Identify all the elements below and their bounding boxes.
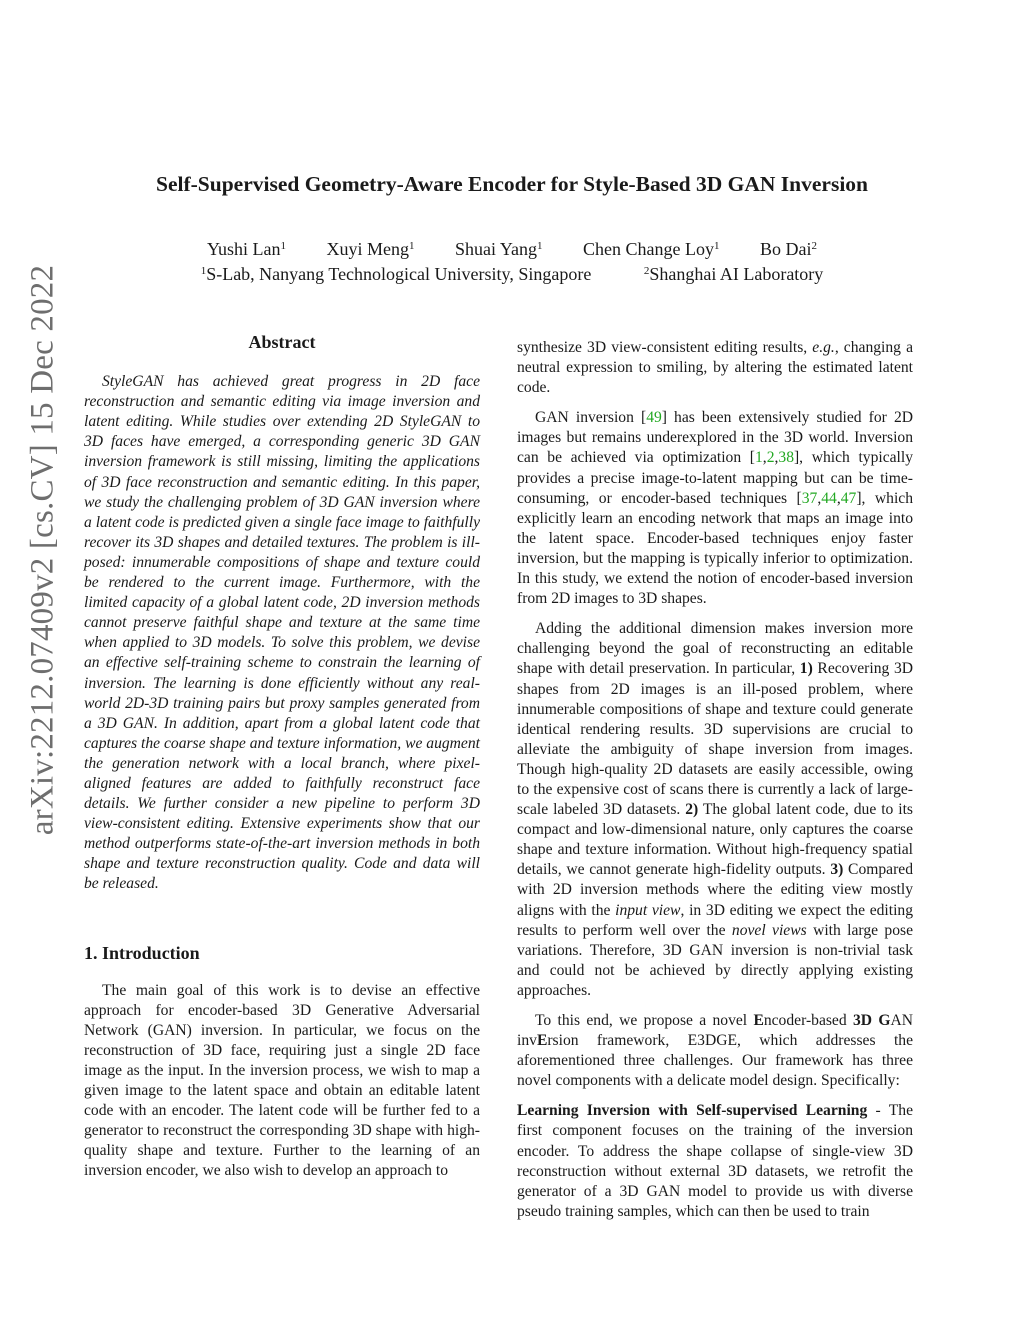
citation-link[interactable]: 38 xyxy=(778,449,794,467)
affiliation-list xyxy=(0,264,1024,285)
author: Shuai Yang$^1$ xyxy=(454,239,543,259)
intro-paragraph-5: Learning Inversion with Self-supervised Learning - The first component focuses on the training of the inversion encoder. To address the shape collapse of single-view 3D reconstruction without external 3D datasets, we retrofit the generator of a 3D GAN model to provide us with diverse pseudo training samples, which can then be used to train xyxy=(517,1102,913,1220)
arxiv-identifier: arXiv:2212.07409v2 [cs.CV] 15 Dec 2022 xyxy=(24,264,61,836)
citation-link[interactable]: 47 xyxy=(840,489,857,507)
author: Xuyi Meng$^1$ xyxy=(326,239,415,259)
intro-paragraph-3: Adding the additional dimension makes inversion more challenging beyond the goal of reconstructing an editable shape with detail preservation. In particular, 1) Recovering 3D shapes from 2D images is an ill-posed problem, where innumerable compositions of shape and texture could generate identical rendering results. 3D supervisions are crucial to alleviate the ambiguity of shape inversion from images. Though high-quality 2D datasets are easily accessible, owing to the expensive cost of scans there is currently a lack of large-scale labeled 3D datasets. 2) The global latent code, due to its compact and low-dimensional nature, only captures the coarse shape and texture information. Without high-frequency spatial details, we cannot generate high-fidelity outputs. 3) Compared with 2D inversion methods where the editing view mostly aligns with the input view, in 3D editing we expect the editing results to perform well over the novel views with large pose variations. Therefore, 3D GAN inversion is non-trivial task and could not be achieved by directly applying existing approaches. xyxy=(517,620,914,999)
affiliation: $^2$Shanghai AI Laboratory xyxy=(643,264,824,284)
author-list xyxy=(0,239,1024,260)
intro-paragraph-1-continued: synthesize 3D view-consistent editing results, e.g., changing a neutral expression to smiling, by altering the estimated latent code. xyxy=(517,339,913,397)
intro-paragraph-4: To this end, we propose a novel Encoder-based 3D GAN invErsion framework, E3DGE, which addresses the aforementioned three challenges. Our framework has three novel components with a delicate model design. Specifically: xyxy=(517,1012,913,1090)
intro-paragraph-1: The main goal of this work is to devise an effective approach for encoder-based 3D Generative Adversarial Network (GAN) inversion. In particular, we focus on the reconstruction of 3D face, requiring just a single 2D face image as the input. In the inversion process, we wish to map a given image to the latent space and obtain an editable latent code with an encoder. The latent code will be further fed to a generator to reconstruct the corresponding 3D shape with high-quality shape and texture. Further to the learning of an inversion encoder, we also wish to develop an approach to xyxy=(84,981,480,1180)
intro-paragraph-2: GAN inversion [49] has been extensively studied for 2D images but remains underexplored in the 3D world. Inversion can be achieved via optimization [1,2,38], which typically provides a precise image-to-latent mapping but can be time-consuming, or encoder-based techniques [37,44,47], which explicitly learn an encoding network that maps an image into the latent space. Encoder-based techniques enjoy faster inversion, but the mapping is typically inferior to optimization. In this study, we extend the notion of encoder-based inversion from 2D images to 3D shapes. xyxy=(517,409,914,608)
paragraph-run-in-heading: Learning Inversion with Self-supervised Learning xyxy=(517,1102,868,1120)
right-column xyxy=(517,338,913,1232)
affiliation: $^1$S-Lab, Nanyang Technological University, Singapore xyxy=(200,264,592,284)
author: Bo Dai$^2$ xyxy=(760,239,817,259)
paper-title: Self-Supervised Geometry-Aware Encoder for Style-Based 3D GAN Inversion xyxy=(155,172,869,196)
citation-link[interactable]: 37 xyxy=(801,489,818,507)
introduction-heading: 1. Introduction xyxy=(84,942,200,963)
citation-link[interactable]: 2 xyxy=(766,449,775,467)
abstract-text: StyleGAN has achieved great progress in 2D face reconstruction and semantic editing via image inversion and latent editing. While studies over extending 2D StyleGAN to 3D faces have emerged, a corresponding generic 3D GAN inversion framework is still missing, limiting the applications of 3D face reconstruction and semantic editing. In this paper, we study the challenging problem of 3D GAN inversion where a latent code is predicted given a single face image to faithfully recover its 3D shapes and detailed textures. The problem is ill-posed: innumerable compositions of shape and texture could be rendered to the current image. Furthermore, with the limited capacity of a global latent code, 2D inversion methods cannot preserve faithful shape and texture at the same time when applied to 3D models. To solve this problem, we devise an effective self-training scheme to constrain the learning of inversion. The learning is done efficiently without any real-world 2D-3D training pairs but proxy samples generated from a 3D GAN. In addition, apart from a global latent code that captures the coarse shape and texture information, we augment the generation network with a local branch, where pixel-aligned features are added to faithfully reconstruct face details. We further consider a new pipeline to perform 3D view-consistent editing. Extensive experiments show that our method outperforms state-of-the-art inversion methods in both shape and texture reconstruction quality. Code and data will be released. xyxy=(84,373,480,893)
author: Chen Change Loy$^1$ xyxy=(583,239,720,259)
citation-link[interactable]: 44 xyxy=(821,489,837,507)
author: Yushi Lan$^1$ xyxy=(206,239,286,259)
abstract-heading: Abstract xyxy=(248,332,316,352)
citation-link[interactable]: 1 xyxy=(754,449,763,467)
citation-link[interactable]: 49 xyxy=(646,409,662,427)
left-column xyxy=(84,332,480,1192)
